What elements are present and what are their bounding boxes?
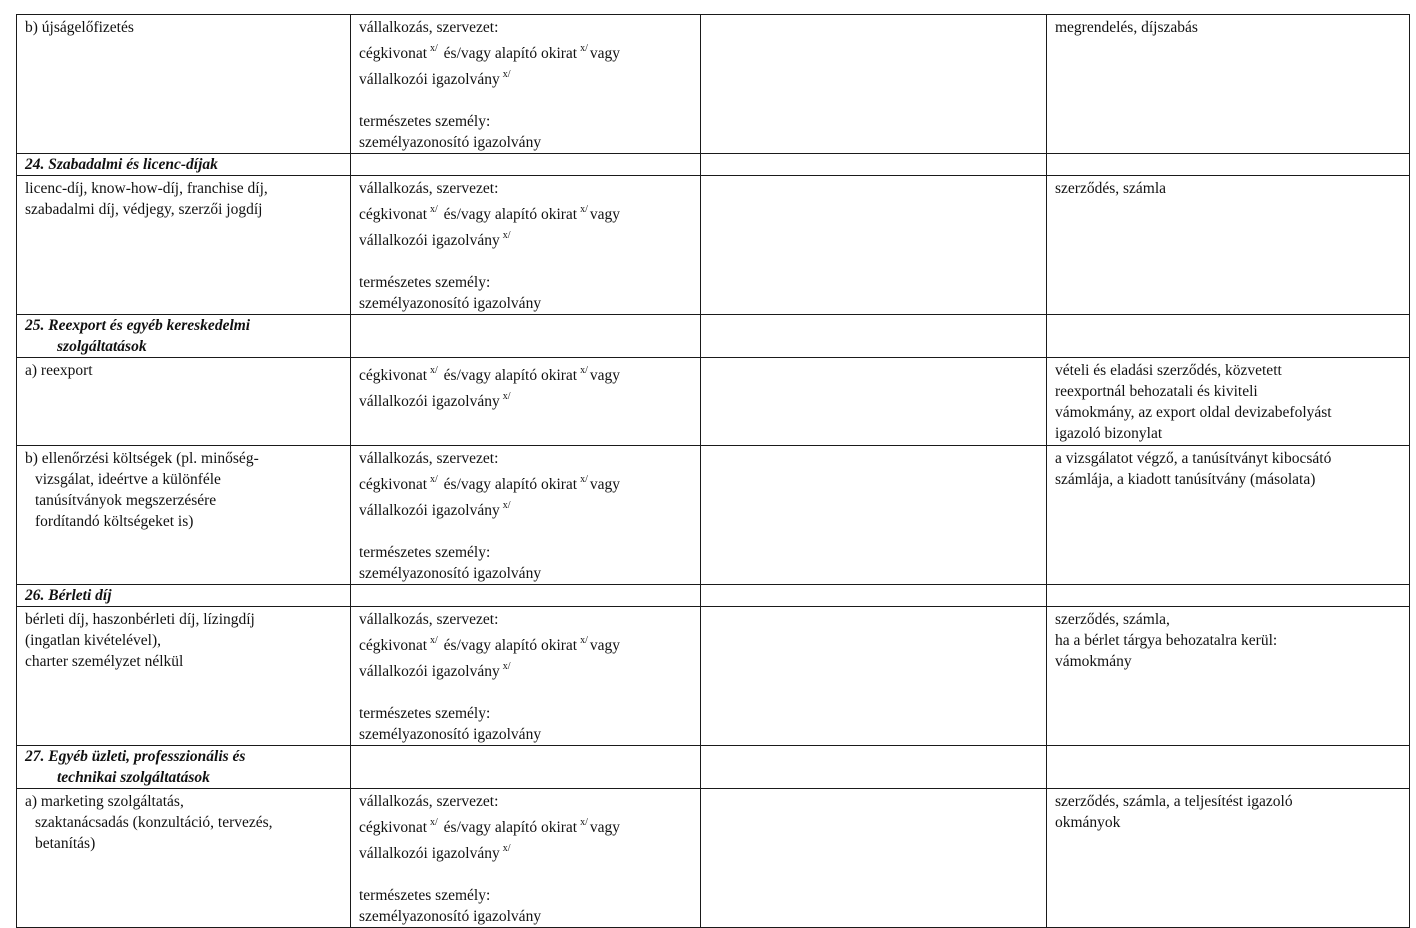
person-label: természetes személy:: [359, 544, 491, 561]
documents-cell: [351, 607, 701, 746]
service-line: fordítandó költségeket is): [35, 513, 194, 530]
service-cell: [17, 176, 351, 315]
doc-entrepreneur-license: vállalkozói igazolvány: [359, 663, 500, 680]
doc-or: vagy: [589, 206, 621, 223]
doc-company-extract: cégkivonat: [359, 367, 428, 384]
service-line: charter személyzet nélkül: [25, 653, 184, 670]
footnote-mark: x/: [502, 391, 511, 402]
empty-cell: [351, 315, 701, 358]
person-doc: személyazonosító igazolvány: [359, 908, 542, 925]
section-title-text: szolgáltatások: [57, 338, 147, 355]
service-cell: [17, 358, 351, 446]
doc-company-extract: cégkivonat: [359, 206, 428, 223]
evidence-cell: [1047, 15, 1410, 154]
service-line: betanítás): [35, 835, 96, 852]
evidence-line: igazoló bizonylat: [1055, 425, 1163, 442]
footnote-mark: x/: [430, 817, 438, 828]
section-title: [17, 154, 351, 176]
doc-entrepreneur-license: vállalkozói igazolvány: [359, 502, 500, 519]
footnote-mark: x/: [580, 635, 588, 646]
doc-or: vagy: [589, 637, 621, 654]
documents-cell: [351, 358, 701, 446]
empty-cell: [351, 154, 701, 176]
doc-line: [359, 656, 692, 682]
person-doc: személyazonosító igazolvány: [359, 726, 542, 743]
entity-label: vállalkozás, szervezet:: [359, 793, 499, 810]
footnote-mark: x/: [580, 204, 588, 215]
empty-cell: [701, 315, 1047, 358]
empty-cell: [701, 176, 1047, 315]
footnote-mark: x/: [430, 474, 438, 485]
table-row: [17, 176, 1410, 315]
evidence-line: vámokmány, az export oldal devizabefolyást: [1055, 404, 1332, 421]
section-title-text: 25. Reexport és egyéb kereskedelmi: [25, 317, 251, 334]
empty-cell: [701, 607, 1047, 746]
evidence-text: szerződés, számla: [1055, 180, 1167, 197]
doc-founding-deed: és/vagy alapító okirat: [443, 819, 578, 836]
table-row: [17, 358, 1410, 446]
service-line: tanúsítványok megszerzésére: [35, 492, 217, 509]
section-title-text: 27. Egyéb üzleti, professzionális és: [25, 748, 246, 765]
footnote-mark: x/: [580, 365, 588, 376]
doc-founding-deed: és/vagy alapító okirat: [443, 476, 578, 493]
person-label: természetes személy:: [359, 705, 491, 722]
empty-cell: [701, 789, 1047, 928]
footnote-mark: x/: [502, 230, 511, 241]
evidence-cell: [1047, 446, 1410, 585]
entity-label: vállalkozás, szervezet:: [359, 611, 499, 628]
footnote-mark: x/: [430, 635, 438, 646]
service-line: (ingatlan kivételével),: [25, 632, 161, 649]
empty-cell: [351, 746, 701, 789]
section-header-row: [17, 746, 1410, 789]
entity-label: vállalkozás, szervezet:: [359, 450, 499, 467]
footnote-mark: x/: [430, 365, 438, 376]
doc-founding-deed: és/vagy alapító okirat: [443, 367, 578, 384]
footnote-mark: x/: [502, 661, 511, 672]
doc-company-extract: cégkivonat: [359, 819, 428, 836]
doc-line: [359, 630, 692, 656]
service-line: a) marketing szolgáltatás,: [25, 793, 184, 810]
footnote-mark: x/: [580, 817, 588, 828]
documents-cell: [351, 446, 701, 585]
doc-company-extract: cégkivonat: [359, 476, 428, 493]
service-line: licenc-díj, know-how-díj, franchise díj,: [25, 180, 268, 197]
doc-founding-deed: és/vagy alapító okirat: [443, 45, 578, 62]
service-line: vizsgálat, ideértve a különféle: [35, 471, 221, 488]
section-header-row: [17, 154, 1410, 176]
section-title: [17, 315, 351, 358]
section-header-row: [17, 585, 1410, 607]
section-header-row: [17, 315, 1410, 358]
evidence-cell: [1047, 358, 1410, 446]
evidence-cell: [1047, 176, 1410, 315]
evidence-line: vételi és eladási szerződés, közvetett: [1055, 362, 1282, 379]
doc-or: vagy: [589, 476, 621, 493]
doc-founding-deed: és/vagy alapító okirat: [443, 637, 578, 654]
footnote-mark: x/: [580, 474, 588, 485]
table-row: [17, 789, 1410, 928]
section-title: [17, 585, 351, 607]
service-cell: [17, 15, 351, 154]
evidence-line: számlája, a kiadott tanúsítvány (másolata): [1055, 471, 1316, 488]
person-doc: személyazonosító igazolvány: [359, 295, 542, 312]
empty-cell: [701, 446, 1047, 585]
service-label: a) reexport: [25, 362, 93, 379]
evidence-line: szerződés, számla,: [1055, 611, 1170, 628]
doc-or: vagy: [589, 367, 621, 384]
evidence-line: okmányok: [1055, 814, 1121, 831]
evidence-cell: [1047, 789, 1410, 928]
footnote-mark: x/: [502, 500, 511, 511]
evidence-text: megrendelés, díjszabás: [1055, 19, 1198, 36]
empty-cell: [1047, 746, 1410, 789]
doc-line: [359, 64, 692, 90]
service-cell: [17, 607, 351, 746]
entity-label: vállalkozás, szervezet:: [359, 19, 499, 36]
person-doc: személyazonosító igazolvány: [359, 134, 542, 151]
empty-cell: [701, 585, 1047, 607]
person-label: természetes személy:: [359, 887, 491, 904]
doc-line: [359, 199, 692, 225]
service-line: szaktanácsadás (konzultáció, tervezés,: [35, 814, 273, 831]
evidence-line: ha a bérlet tárgya behozatalra kerül:: [1055, 632, 1278, 649]
doc-line: [359, 812, 692, 838]
doc-founding-deed: és/vagy alapító okirat: [443, 206, 578, 223]
table-row: [17, 15, 1410, 154]
doc-line: [359, 469, 692, 495]
person-doc: személyazonosító igazolvány: [359, 565, 542, 582]
documents-cell: [351, 15, 701, 154]
footnote-mark: x/: [502, 843, 511, 854]
empty-cell: [351, 585, 701, 607]
empty-cell: [1047, 315, 1410, 358]
evidence-line: szerződés, számla, a teljesítést igazoló: [1055, 793, 1293, 810]
entity-label: vállalkozás, szervezet:: [359, 180, 499, 197]
person-label: természetes személy:: [359, 274, 491, 291]
doc-entrepreneur-license: vállalkozói igazolvány: [359, 232, 500, 249]
person-label: természetes személy:: [359, 113, 491, 130]
footnote-mark: x/: [430, 43, 438, 54]
table-row: [17, 607, 1410, 746]
doc-entrepreneur-license: vállalkozói igazolvány: [359, 393, 500, 410]
doc-line: [359, 360, 692, 386]
doc-company-extract: cégkivonat: [359, 45, 428, 62]
service-cell: [17, 789, 351, 928]
section-title: [17, 746, 351, 789]
doc-line: [359, 838, 692, 864]
doc-line: [359, 225, 692, 251]
service-line: szabadalmi díj, védjegy, szerzői jogdíj: [25, 201, 263, 218]
section-title-text: technikai szolgáltatások: [57, 769, 210, 786]
footnote-mark: x/: [580, 43, 588, 54]
empty-cell: [701, 358, 1047, 446]
footnote-mark: x/: [430, 204, 438, 215]
evidence-line: vámokmány: [1055, 653, 1132, 670]
doc-line: [359, 38, 692, 64]
evidence-line: reexportnál behozatali és kiviteli: [1055, 383, 1258, 400]
documents-cell: [351, 789, 701, 928]
empty-cell: [701, 15, 1047, 154]
section-title-text: 24. Szabadalmi és licenc-díjak: [25, 156, 218, 173]
doc-company-extract: cégkivonat: [359, 637, 428, 654]
service-line: bérleti díj, haszonbérleti díj, lízingdíj: [25, 611, 255, 628]
evidence-cell: [1047, 607, 1410, 746]
empty-cell: [701, 154, 1047, 176]
doc-entrepreneur-license: vállalkozói igazolvány: [359, 71, 500, 88]
service-line: b) ellenőrzési költségek (pl. minőség-: [25, 450, 259, 467]
empty-cell: [1047, 585, 1410, 607]
footnote-mark: x/: [502, 69, 511, 80]
service-cell: [17, 446, 351, 585]
doc-or: vagy: [589, 819, 621, 836]
section-title-text: 26. Bérleti díj: [25, 587, 112, 604]
evidence-line: a vizsgálatot végző, a tanúsítványt kibocsátó: [1055, 450, 1332, 467]
document-table: [16, 14, 1410, 928]
doc-entrepreneur-license: vállalkozói igazolvány: [359, 845, 500, 862]
table-row: [17, 446, 1410, 585]
empty-cell: [1047, 154, 1410, 176]
doc-line: [359, 386, 692, 412]
doc-line: [359, 495, 692, 521]
documents-cell: [351, 176, 701, 315]
doc-or: vagy: [589, 45, 621, 62]
empty-cell: [701, 746, 1047, 789]
service-label: b) újságelőfizetés: [25, 19, 134, 36]
